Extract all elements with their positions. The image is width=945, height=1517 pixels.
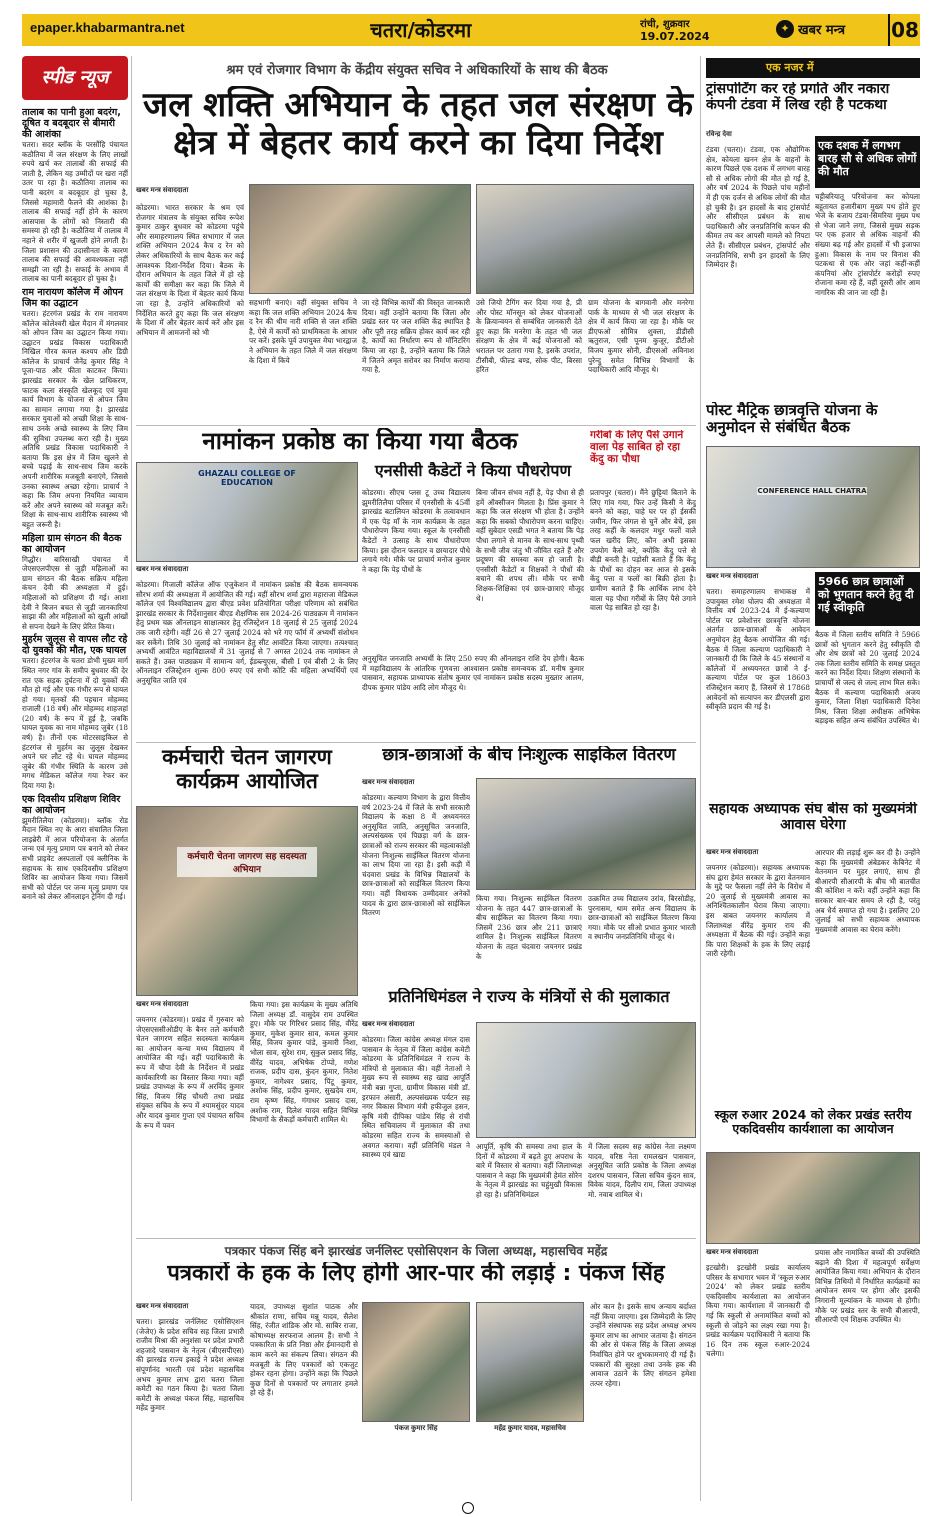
speed-item-body: गिद्धौर। बारिसाखी पंचायत में जेएसएलपीएस से जुड़ी महिलाओं का ग्राम संगठन की बैठक सक्रिय महिला कंचन देवी की अध्यक्षता में हुई। महिलाओं को प्रशिक्षण दी गई। आशा देवी ने बिजन बचत से जुड़ी जानकारियां साझा की और महिलाओं को खुली आंखों से सपना देखने के लिए प्रेरित किया। (22, 554, 128, 631)
karmchari-body-2: किया गया। इस कार्यक्रम के मुख्य अतिथि जिला अध्यक्ष डॉ. वासुदेव राम उपस्थित हुए। मौके पर गिरिधर प्रसाद सिंह, वीरेंद्र कुमार, मुकेश कुमार साव, कमल कुमार सिंह, विजय कुमार पांडे, कुमारी निशा, भोला साव, सुरेश राम, सुकुल प्रसाद सिंह, वीरेंद्र यादव, अभिषेक टोप्पो, गणेश राजक, प्रदीप दास, कुंदन कुमार, नितेश कुमार, नागेश्वर प्रसाद, पिंटू कुमार, अशोक सिंह, प्रदीप कुमार, सुखदेव राम, राम कृष्ण सिंह, गंगाधर प्रसाद दास, अशोक राम, दिलेश यादव सहित विभिन्न विभागों के सैकड़ों कर्मचारी शामिल थे। (250, 1000, 358, 1125)
lead-kicker: श्रम एवं रोजगार विभाग के केंद्रीय संयुक्त सचिव ने अधिकारियों के साथ की बैठक (226, 63, 608, 78)
nomination-byline: खबर मन्त्र संवाददाता (136, 566, 189, 573)
delegation-headline: प्रतिनिधिमंडल ने राज्य के मंत्रियों से की मुलाकात (388, 988, 670, 1006)
karmchari-body-1: जयनगर (कोडरमा)। प्रखंड में गुरुवार को जेएसएससीओडीए के बैनर तले कर्मचारी चेतन जागरण सहित सदस्यता कार्यक्रम का आयोजन कन्या मध्य विद्यालय में आयोजित की गई। वहीं पदाधिकारी के रूप में चौपा देवी के निर्देशन में प्रखंड कार्यकारिणी का विस्तार किया गया। वहीं प्रखंड उपाध्यक्ष के रूप में अरविंद कुमार सिंह, विजय सिंह चौधरी तथा प्रखंड संयुक्त सचिव के रूप में श्यामसुंदर यादव और यादव कुमार गुप्ता एवं पंचायत सचिव के रूप में पवन (136, 1015, 244, 1130)
speed-item-3 (22, 533, 128, 632)
journalist-body-1: चतरा। झारखंड जर्नलिस्ट एसोसिएशन (जेजेए) के प्रदेश सचिव सह जिला प्रभारी राजीव मिश्रा की अनुशंसा पर प्रदेश प्रभारी शहजादे पासवान के नेतृत्व (बीएसपीएस) की झारखंड राज्य इकाई ने प्रदेश अध्यक्ष संपूर्णानंद भारती एवं प्रदेश महासचिव अभय कुमार लाभ द्वारा चतरा जिला कमेटी का गठन किया है। चतरा जिला कमेटी के अध्यक्ष पंकज सिंह, महासचिव महेंद्र कुमार (136, 1317, 244, 1413)
speed-item-title: महिला ग्राम संगठन की बैठक का आयोजन (22, 532, 122, 555)
school-headline: स्कूल रुआर 2024 को लेकर प्रखंड स्तरीय एकदिवसीय कार्यशाला का आयोजन (714, 1108, 912, 1136)
pms-photo (706, 446, 920, 568)
ek-nazar-badge (706, 58, 920, 78)
ncc-body-2: बिना जीवन संभव नहीं है, पेड़ पौधा से ही हमें ऑक्सीजन मिलता है। प्रिंस कुमार ने कहा कि जल संरक्षण भी होता है। उन्होंने कहा कि सबको पौधारोपण करना चाहिए। वहीं सुबेदार एसडी भगत ने बताया कि पेड़ पौधा लगाने से मानव के साथ-साथ पृथ्वी के सभी जीव जंतु भी जीवित रहते हैं और प्रदूषण की समस्या कम हो जाती है। एनसीसी कैडेटों व शिक्षकों ने पौधों की बचाने की शपथ ली। मौके पर सभी शिक्षक-शिक्षिका एवं छात्र-छात्राएं मौजूद थे। (476, 488, 584, 603)
transport-callout: एक दशक में लगभग बारह सौ से अधिक लोगों की मौत (815, 136, 920, 188)
teacher-body: जयनगर (कोडरमा)। सहायक अध्यापक संघ द्वारा हेमंत सरकार के द्वारा वेतनमान के मुद्दे पर फैसला नहीं लेने के विरोध में 20 जुलाई से मुख्यमंत्री आवास का अनिश्चितकालीन घेराव किया जाएगा। इस बाबत जयनगर कार्यालय में जिलाध्यक्ष वीरेंद्र कुमार राय की अध्यक्षता में बैठक की गई। उन्होंने कहा कि पारा शिक्षकों के हक के लिए लड़ाई जारी रहेगी। (706, 863, 810, 959)
speed-item-title: राम नारायण कॉलेज में ओपन जिम का उद्घाटन (22, 286, 124, 309)
bicycles-body-1: कोडरमा। कल्याण विभाग के द्वारा वित्तीय वर्ष 2023-24 में जिले के सभी सरकारी विद्यालय के कक्षा 8 में अध्ययनरत अनुसूचित जाति, अनुसूचित जनजाति, अल्पसंख्यक एवं पिछड़ा वर्ग के छात्र-छात्राओं को राज्य सरकार की महत्वाकांक्षी योजना निःशुल्क साईकिल वितरण योजना का लाभ दिया जा रहा है। इसी कड़ी में चंदवारा प्रखंड के विभिन्न विद्यालयों के छात्र-छात्राओं को साईकिल वितरण किया गया। वहीं विधायक उम्मीदवार अनेकों यादव के द्वारा छात्र-छात्राओं को साईकिल वितरण (362, 793, 470, 918)
section-title: चतरा/कोडरमा (370, 18, 472, 42)
karmchari-banner: कर्मचारी चेतना जागरण सह सदस्यता अभियान (177, 847, 317, 877)
speed-item-1 (22, 107, 128, 284)
school-byline: खबर मन्त्र संवाददाता (706, 1249, 759, 1256)
transport-headline: ट्रांसपोर्टिंग कर रहे प्रगति और नकारा कंपनी टंडवा में लिख रही है पटकथा (706, 82, 890, 113)
speed-item-4 (22, 634, 128, 790)
ncc-body-1: कोडरमा। सीएच प्लस टू उच्च विद्यालय झुमरीतिलैया परिसर में एनसीसी के 45वीं झारखंड बटालियन कोडरमा के तत्वावधान में एक पेड़ माँ के नाम कार्यक्रम के तहत पौधारोपण किया गया। स्कूल के एनसीसी कैडेटों ने उत्साह के साथ पौधारोपण किया। इस दौरान फलदार व छायादार पौधे लगाये गये। मौके पर प्राचार्य मनोज कुमार ने कहा कि पेड़ पौधों के (362, 488, 470, 574)
lead-headline: जल शक्ति अभियान के तहत जल संरक्षण के क्षेत्र में बेहतर कार्य करने का दिया निर्देश (143, 86, 693, 164)
ek-nazar-label: एक नजर में (766, 61, 814, 74)
delegation-body-2: आपूर्ति, कृषि की समस्या तथा हाल के दिनों में कोडरमा में बढ़ते हुए अपराध के बारे में विस्तार से बताया। वहीं जिलाध्यक्ष पासवान ने कहा कि मुख्यमंत्री हेमंत सोरेन के नेतृत्व में झारखंड का चहुंमुखी विकास हो रहा है। प्रतिनिधिमंडल (476, 1142, 582, 1199)
journalist-body-2: यादव, उपाध्यक्ष सुशांत पाठक और श्रीकांत राणा, सचिव मन्नू यादव, सैलेश सिंह, रंजीत शांडिक और मो. साबिर राजा, कोषाध्यक्ष सरफराज आलम हैं। सभी ने पत्रकारिता के प्रति निष्ठा और ईमानदारी से काम करने का संकल्प लिया। संगठन की मजबूती के लिए पत्रकारों को एकजुट होकर रहना होगा। उन्होंने कहा कि पिछले कुछ दिनों से पत्रकारों पर लगातार हमले हो रहे हैं। (250, 1302, 358, 1398)
ncc-body-3: अनुसूचित जनजाति अभ्यर्थी के लिए 250 रुपए की ऑनलाइन राशि देय होगी। बैठक में महाविद्यालय के आंतरिक गुणवत्ता आश्वासन प्रकोष्ठ समन्वयक डॉ. मनीष कुमार पासवान, सहायक प्राध्यापक संतोष कुमार एवं नामांकन प्रकोष्ठ सदस्य मुख्तार आलम, दीपक कुमार पांडेय आदि लोग मौजूद थे। (362, 654, 584, 692)
lead-byline: खबर मन्त्र संवाददाता (136, 187, 189, 194)
lead-column-4: उसे जियो टैगिंग कर दिया गया है, प्री और पोस्ट मॉनसून को लेकर योजनाओं के क्रियान्वयन से सम्बंधित जानकारी देते हुए कहा कि मनरेगा के तहत भी जल संरक्षण के क्षेत्र में कई योजनाओं को धरातल पर उतारा गया है, इसके उपरांत, टीसीबी, फील्ड बण्ड, सोक पीट, बिरसा हरित (476, 298, 582, 375)
pms-body: चतरा। समाहरणालय सभाकक्ष में उपायुक्त रमेश घोलप की अध्यक्षता में वित्तीय वर्ष 2023-24 में ई-कल्याण पोर्टल पर प्रवेशोत्तर छात्रवृत्ति योजना अंतर्गत छात्र-छात्राओं के आवेदन अनुमोदन हेतु बैठक आयोजित की गई। बैठक में जिला कल्याण पदाधिकारी ने जानकारी दी कि जिले के 45 संस्थानों व कॉलेजों में अध्ययनरत छात्रों ने ई-कल्याण पोर्टल पर कुल 18603 रजिस्ट्रेशन कराए हैं, जिसमें से 17868 आवेदनों को सत्यापन कर डीएलसी द्वारा स्वीकृति प्रदान की गई है। (706, 587, 810, 712)
journalist-body-3: ओर कान है। इसके साथ अन्याय बर्दाश्त नहीं किया जाएगा। इस जिम्मेदारी के लिए उन्होंने संस्थापक सह प्रदेश अध्यक्ष अभय कुमार लाभ का आभार जताया है। संगठन की ओर से पंकज सिंह के जिला अध्यक्ष निर्वाचित होने पर शुभकामनाएं दी गई हैं। पत्रकारों की सुरक्षा तथा उनके हक की आवाज उठाने के लिए संगठन हमेशा तत्पर रहेगा। (590, 1302, 696, 1388)
row-divider (136, 425, 696, 426)
bicycles-body-3: उत्क्रमित उच्च विद्यालय उरांव, बिरसोडीह, पुरनासम, थाम समेत अन्य विद्यालय के छात्र-छात्राओं को साईकिल वितरण किया गया। मौके पर सीओ प्रभात कुमार भारती व स्थानीय जनप्रतिनिधि मौजूद थे। (588, 894, 696, 942)
transport-byline: रविन्द्र देवा (706, 131, 732, 138)
ncc-headline: एनसीसी कैडेटों ने किया पौधरोपण (374, 462, 572, 480)
tendu-headline: गरीबों के लिए पैसे उगाने वाला पेड़ साबित हो रहा केंदु का पौधा (590, 430, 684, 465)
delegation-photo (476, 1022, 696, 1138)
school-photo (706, 1152, 920, 1244)
lead-column-3: जा रहे विभिन्न कार्यों की विस्तृत जानकारी दिया। वहीं उन्होंने बताया कि जिला और प्रखंड स्तर पर जल शक्ति केंद्र स्थापित है और पूरी तरह सक्रिय होकर कार्य कर रही है, कार्यों का निर्धारण रूप से मॉनिटरिंग किया जा रहा है, उन्होंने बताया कि जिले में जितने अमृत सरोवर का निर्माण कराया गया है, (362, 298, 470, 375)
registration-mark-icon (462, 1502, 474, 1514)
journalist-photo-1 (362, 1302, 470, 1422)
row-divider (136, 1238, 696, 1239)
delegation-byline: खबर मन्त्र संवाददाता (362, 1021, 415, 1028)
brand-logo-icon: ✦ (776, 20, 794, 38)
journalist-photo-2 (476, 1302, 584, 1422)
pms-byline: खबर मन्त्र संवाददाता (706, 573, 759, 580)
speed-news-label: स्पीड न्यूज (41, 67, 109, 88)
lead-photo-meeting (249, 184, 471, 294)
journalist-caption-1: पंकज कुमार सिंह (394, 1425, 438, 1432)
teacher-headline: सहायक अध्यापक संघ बीस को मुख्यमंत्री आवास घेरेगा (709, 802, 917, 833)
column-divider (131, 56, 132, 1501)
nomination-banner: GHAZALI COLLEGE OF EDUCATION (198, 469, 296, 487)
journalist-headline: पत्रकारों के हक के लिए होगी आर-पार की लड़ाई : पंकज सिंह (167, 1262, 665, 1286)
delegation-body-1: कोडरमा। जिला कांग्रेस अध्यक्ष मंगल दास पासवान के नेतृत्व में जिला कांग्रेस कमेटी कोडरमा के प्रतिनिधिमंडल ने राज्य के मंत्रियों से मुलाकात की। वहीं नेताओं ने मुख्य रूप से स्वास्थ्य सह खाद्य आपूर्ति मंत्री बन्ना गुप्ता, ग्रामीण विकास मंत्री डॉ. इरफान अंसारी, अल्पसंख्यक पर्यटन सह नगर विकास विभाग मंत्री हफीजुल हसन, कृषि मंत्री दीपिका पांडेय सिंह से रांची स्थित सचिवालय में मुलाकात की तथा कोडरमा सहित राज्य के समस्याओं से अवगत कराया। वहीं प्रतिनिधि मंडल ने स्वास्थ्य एवं खाद्य (362, 1035, 470, 1160)
pms-banner: CONFERENCE HALL CHATRA (757, 487, 867, 495)
site-url[interactable]: epaper.khabarmantra.net (30, 20, 185, 35)
journalist-kicker: पत्रकार पंकज सिंह बने झारखंड जर्नलिस्ट एसोसिएशन के जिला अध्यक्ष, महासचिव महेंद्र (224, 1244, 608, 1258)
journalist-caption-2: महेंद्र कुमार यादव, महासचिव (494, 1425, 566, 1432)
pms-callout: 5966 छात्र छात्राओं को भुगतान करने हेतु दी गई स्वीकृति (815, 572, 920, 626)
speed-item-title: तालाब का पानी हुआ बदरंग, दूषित व बदबूदार से बीमारी की आशंका (22, 107, 121, 140)
bicycles-body-2: किया गया। निःशुल्क साईकिल वितरण योजना के तहत 447 छात्र-छात्राओं के बीच साईकिल का वितरण किया गया। जिसमें 236 छात्र और 211 छात्राएं शामिल है। निःशुल्क साईकिल वितरण योजना के तहत चंदवारा जयनगर प्रखंड के (476, 894, 582, 961)
lead-column-5: ग्राम योजना के बागवानी और मनरेगा पार्क के माध्यम से भी जल संरक्षण के क्षेत्र में कार्य किया जा रहा है। मौके पर डीएफओ सौमित्र शुक्ला, डीडीसी ऋतुराज, एसी पूनम कुजूर, डीटीओ विजय कुमार सोनी, डीएसओ अविनाश पुरेन्दु समेत विभिन्न विभागों के पदाधिकारी आदि मौजूद थे। (588, 298, 694, 375)
pms-headline: पोस्ट मैट्रिक छात्रवृत्ति योजना के अनुमोदन से संबंधित बैठक (706, 402, 878, 436)
transport-callout-body: चट्टीबरियातू परियोजना कर कोयला बहुतायत हजारीबाग मुख्य पथ होते हुए भेजे के बजाय टंडवा-सिमरिया मुख्य पथ से भेजा जाने लगा, जिससे मुख्य सड़क पर एक हजार से अधिक वाहनों की संख्या बढ़ गई और हादसों में भी इजाफा हुआ। विकास के नाम पर विनाश की पटकथा से एक ओर जहां कहीं-कहीं कंपनियां और ट्रांसपोर्टर करोड़ों रुपए रोजाना कमा रहे हैं, वहीं दूसरी ओर आम नागरिक की जान जा रही है। (815, 192, 920, 297)
bicycles-byline: खबर मन्त्र संवाददाता (362, 779, 415, 786)
journalist-byline: खबर मन्त्र संवाददाता (136, 1303, 189, 1310)
karmchari-byline: खबर मन्त्र संवाददाता (136, 1001, 189, 1008)
tendu-body: प्रतापपुर (चतरा)। मैंने छुट्टियां बिताने के लिए गांव गया, फिर उन्हें किसी ने केंदु बनने को कहा, चाहे घर पर हो ईसकी जमीन, फिर जंगल से चुनें और बेचें, इस तरह कहीं के कलदार मधुर फलों वाले फल खरीद लिए, कौन अभी इसका उपयोग कैसे करे, क्योंकि केंदु पत्ते से बीड़ी बनती है। पड़ोसी बताते हैं कि केंदु के पौधों का दोहन कर आज से इसके केंदु पत्ता व फलों का बिक्री होता है। ग्रामीण बताते हैं कि आर्थिक लाभ देने वाला यह पौधा गरीबों के लिए पैसे उगाने वाला पेड़ साबित हो रहा है। (590, 488, 696, 613)
delegation-body-3: में जिला सदस्य सह कांग्रेस नेता लक्ष्मण यादव, वरिष्ठ नेता रामलखन पासवान, अनुसूचित जाति प्रकोष्ठ के जिला अध्यक्ष दशरथ पासवान, जिला सचिव कुंदन साव, विवेक यादव, दिलीप राम, जिला उपाध्यक्ष मो. नवाब शामिल थे। (588, 1142, 696, 1199)
nomination-photo (136, 462, 358, 562)
speed-item-title: एक दिवसीय प्रशिक्षण शिविर का आयोजन (22, 793, 121, 816)
page-number: 08 (888, 14, 920, 46)
school-body-2: प्रयास और नामांकित बच्चों की उपस्थिति बढ़ाने की दिशा में महत्वपूर्ण सर्वेक्षण आयोजित किया गया। अभियान के दौरान विभिन्न तिथियों में निर्धारित कार्यक्रमों का आयोजन समय पर होगा और इसकी निगरानी मूल्यांकन के माध्यम से होगी। मौके पर प्रखंड स्तर के सभी बीआरपी, सीआरपी एवं शिक्षक उपस्थित थे। (815, 1248, 920, 1325)
speed-item-body: चतरा। हंटरगंज प्रखंड के राम नारायण कॉलेज कोलेश्वरी खेल मैदान में मंगलवार को ओपन जिम का उद्घाटन किया गया। उद्घाटन प्रखंड विकास पदाधिकारी निखिल गौरव कमल कश्यप और डिग्री कॉलेज के प्राचार्य जैनेंद्र कुमार सिंह ने पूजा-पाठ और फीता काटकर किया। झारखंड सरकार के खेल प्राधिकरण, फाटक कला संस्कृति खेलकूद एवं युवा कार्य विभाग के योजना से ओपन जिम का सामान लगाया गया है। झारखंड सरकार युवाओं को अच्छी शिक्षा के साथ-साथ उनके अच्छे स्वास्थ्य के लिए जिम की सुविधा उपलब्ध करा रही है। मुख्य अतिथि प्रखंड विकास पदाधिकारी ने बताया कि इस क्षेत्र में जिम खुलने से बच्चे पढ़ाई के साथ-साथ जिम करके अपनी शारीरिक मजबूती बनाएंगे, जिससे उनका स्वास्थ्य अच्छा रहेगा। प्राचार्य ने कहा कि जिम अपना नियमित व्यायाम करें और अपने स्वास्थ्य को मजबूत करें। शिक्षा के साथ-साथ शारीरिक स्वास्थ्य भी बहुत जरूरी है। (22, 308, 128, 529)
teacher-body-2: आरपार की लड़ाई शुरू कर दी है। उन्होंने कहा कि मुख्यमंत्री अंबेडकर केबिनेट में वेतनमान पर मुहर लगाएं, साथ ही बीआरपी सीआरपी के बीच भी बातचीत की कोशिश न करें। वहीं उन्होंने कहा कि सरकार बार-बार समय ले रही है, परंतु अब धैर्य समाप्त हो गया है। इसलिए 20 जुलाई को सभी सहायक अध्यापक मुख्यमंत्री आवास का घेराव करेंगे। (815, 848, 920, 934)
lead-column-2: सहभागी बनाएं। वहीं संयुक्त सचिव ने कहा कि जल शक्ति अभियान 2024 कैच द रैन की थीम नारी शक्ति से जल शक्ति है, ऐसे में कार्यों को प्राथमिकता के आधार पर करें। इसके पूर्व उपायुक्त मेघा भारद्वाज ने अभियान के तहत जिले में जल संरक्षण के दिशा में किये (249, 298, 357, 365)
speed-item-title: मुहर्रम जुलूस से वापस लौट रहे दो युवकों की मौत, एक घायल (22, 634, 128, 657)
teacher-byline: खबर मन्त्र संवाददाता (706, 849, 759, 856)
school-body: इटखोरी। इटखोरी प्रखंड कार्यालय परिसर के सभागार भवन में 'स्कूल रुआर 2024' को लेकर प्रखंड स्तरीय एकदिवसीय कार्यशाला का आयोजन किया गया। कार्यशाला में जानकारी दी गई कि स्कूली से अनामांकित बच्चों को स्कूली से जोड़ने का लक्ष्य रखा गया है। प्रखंड कार्यक्रम पदाधिकारी ने बताया कि 16 दिन तक स्कूल रुआर-2024 चलेगा। (706, 1263, 810, 1359)
speed-item-body: झुमरीतिलैया (कोडरमा)। ब्लॉक रोड मैदान स्थित नए के आरा संचालित जिला लाइब्रेरी में आज परियोजना के अंतर्गत जन्म एवं मृत्यु प्रमाण पत्र बनाने को लेकर सभी प्राइवेट अस्पतालों एवं क्लीनिक के सहायक के साथ एकदिवसीय प्रशिक्षण शिविर का आयोजन किया गया। जिसमें सभी को पोर्टल पर जन्म मृत्यु प्रमाण पत्र बनाने को लेकर ऑनलाइन ट्रेनिंग दी गई। (22, 815, 128, 902)
masthead-date: 19.07.2024 (640, 30, 710, 43)
karmchari-photo (136, 806, 358, 996)
nomination-body: कोडरमा। गिजाली कॉलेज ऑफ एजुकेशन में नामांकन प्रकोष्ठ की बैठक समन्वयक सौरभ शर्मा की अध्यक्षता में आयोजित की गई। वहीं सौरभ शर्मा द्वारा महाराजा मेडिकल कॉलेज एवं विश्वविद्यालय द्वारा बीएड प्रवेश प्रतियोगिता परीक्षा परिणाम को सबंधित झारखंड सरकार के निर्देशानुसार बीएड शैक्षणिक सत्र 2024-26 पाठ्यक्रम में नामांकन हेतु प्रथम चक्र ऑनलाइन साक्षात्कार हेतु रजिस्ट्रेशन 18 जुलाई से 25 जुलाई 2024 तक जारी रहेगी। वहीं 26 से 27 जुलाई 2024 को भरे गए फॉर्म में अभ्यर्थी संशोधन कर सकेंगे। तिथि 30 जुलाई को नामांकन हेतु सीट आवंटित किया जाएगा। तत्पश्चात् अभ्यर्थी आवंटित महाविद्यालयों में 31 जुलाई से 7 अगस्त 2024 तक नामांकन ले सकते हैं। उक्त पाठ्यक्रम में सामान्य वर्ग, ईडब्ल्यूएस, बीसी I एवं बीसी 2 के लिए ऑनलाइन रजिस्ट्रेशन शुल्क 800 रुपए एवं सभी कोटि की महिला अभ्यर्थियों एवं अनुसूचित जाति एवं (136, 580, 358, 685)
bicycles-photo (476, 778, 696, 890)
karmchari-headline: कर्मचारी चेतन जागरण कार्यक्रम आयोजित (162, 746, 332, 793)
bicycles-headline: छात्र-छात्राओं के बीच निःशुल्क साइकिल वितरण (382, 746, 676, 765)
transport-body: टंडवा (चतरा)। टंडवा, एक औद्योगिक क्षेत्र, कोयला खनन क्षेत्र के वाहनों के कारण पिछले एक दशक में लगभग बारह सौ से अधिक लोगों की मौत हो गई है, और वर्ष 2024 के पिछले पांच महीनों में ही एक दर्जन से अधिक लोगों की मौत हो चुकी है। इन हादसों के बाद ट्रांसपोर्ट और सीसीएल प्रबंधन के साथ पदाधिकारी और जनप्रतिनिधि कफन की कीमत तय कर आपसी मामले को निपटा लेते हैं। सीसीएल प्रबंधन, ट्रांसपोर्ट और जनप्रतिनिधि, सभी इन हादसों के लिए जिम्मेदार हैं। (706, 145, 810, 270)
lead-photo-group (476, 184, 694, 294)
speed-news-badge (22, 56, 128, 100)
masthead-city: रांची, शुक्रवार (640, 19, 690, 30)
speed-item-5 (22, 794, 128, 902)
row-divider (136, 742, 696, 743)
nomination-headline: नामांकन प्रकोष्ठ का किया गया बैठक (202, 428, 518, 455)
speed-news-column (22, 104, 128, 1499)
brand-name: खबर मन्त्र (798, 23, 846, 38)
speed-item-2 (22, 287, 128, 530)
pms-body-2: बैठक में जिला स्तरीय समिति ने 5966 छात्रों को भुगतान करने हेतु स्वीकृति दी और शेष छात्रों को 20 जुलाई 2024 तक जिला स्तरीय समिति के समक्ष प्रस्तुत करने का निर्देश दिया। शिक्षण संस्थानों के प्राचार्यों से जल्द से जल्द लाभ मिल सके। बैठक में कल्याण पदाधिकारी अजय कुमार, जिला शिक्षा पदाधिकारी दिनेश मिश्र, जिला शिक्षा अधीक्षक अभिषेक बड़ाइक सहित अन्य संबंधित उपस्थित थे। (815, 630, 920, 726)
lead-column-1: कोडरमा। भारत सरकार के श्रम एवं रोजगार मंत्रालय के संयुक्त सचिव रूपेश कुमार ठाकुर बुधवार को कोडरमा पहुंचे और समाहरणालय स्थित सभागार में जल शक्ति अभियान 2024 कैच द रेन को लेकर अधिकारियों के साथ बैठक कर कई आवश्यक दिशा-निर्देश दिया। बैठक के दौरान अभियान के तहत जिले में हो रहे कार्यों की समीक्षा कर कहा कि जिले में जल संरक्षण के दिशा में बेहतर कार्य किया जा रहा है, उन्होंने अधिकारियों को निर्देशित करते हुए कहा कि जल संरक्षण के दिशा में और बेहतर कार्य करें और इस अभियान में आमजनों को भी (136, 203, 244, 337)
column-divider (700, 56, 701, 1501)
speed-item-body: चतरा। सदर ब्लॉक के परसौंहि पंचायत कठौतिया में जल संरक्षण के लिए लाखों रुपये खर्च कर तालाबों की सफाई की जाती है, लेकिन यह उम्मीदों पर खरा नहीं उतर पा रहा है। कठौतिया तालाब का पानी बदरंग व बदबूदार हो चुका है, जिससे महामारी फैलने की आशंका है। तालाब की सफाई नहीं होने के कारण आसपास के लोगों को निस्तारी की समस्या हो रही है। कठौतिया में तालाब में नहाने से शरीर में खुजली होने लगती है। जिला प्रशासन की उदासीनता के कारण तालाब की सफाई की आवश्यकता नहीं समझी जा रही है। सफाई के अभाव में तालाब का पानी बदबूदार हो चुका है। (22, 140, 128, 284)
speed-item-body: चतरा। हंटरगंज के चतरा डोभी मुख्य मार्ग स्थित नगर गांव के समीप बुधवार की देर रात एक सड़क दुर्घटना में दो युवकों की मौत हो गई और एक गंभीर रूप से घायल हो गया। मृतकों की पहचान मोहम्मद राजाली (18 वर्ष) और मोहम्मद शाहजहां (20 वर्ष) के रूप में हुई है, जबकि घायल युवक का नाम मोहम्मद जुबेर (18 वर्ष) है। तीनों एक मोटरसाइकिल से हंटरगंज से मुहर्रम का जुलूस देखकर अपने घर लौट रहे थे। घायल मोहम्मद जुबेर की गंभीर स्थिति के कारण उसे मगध मेडिकल कॉलेज गया रेफर कर दिया गया है। (22, 656, 128, 791)
